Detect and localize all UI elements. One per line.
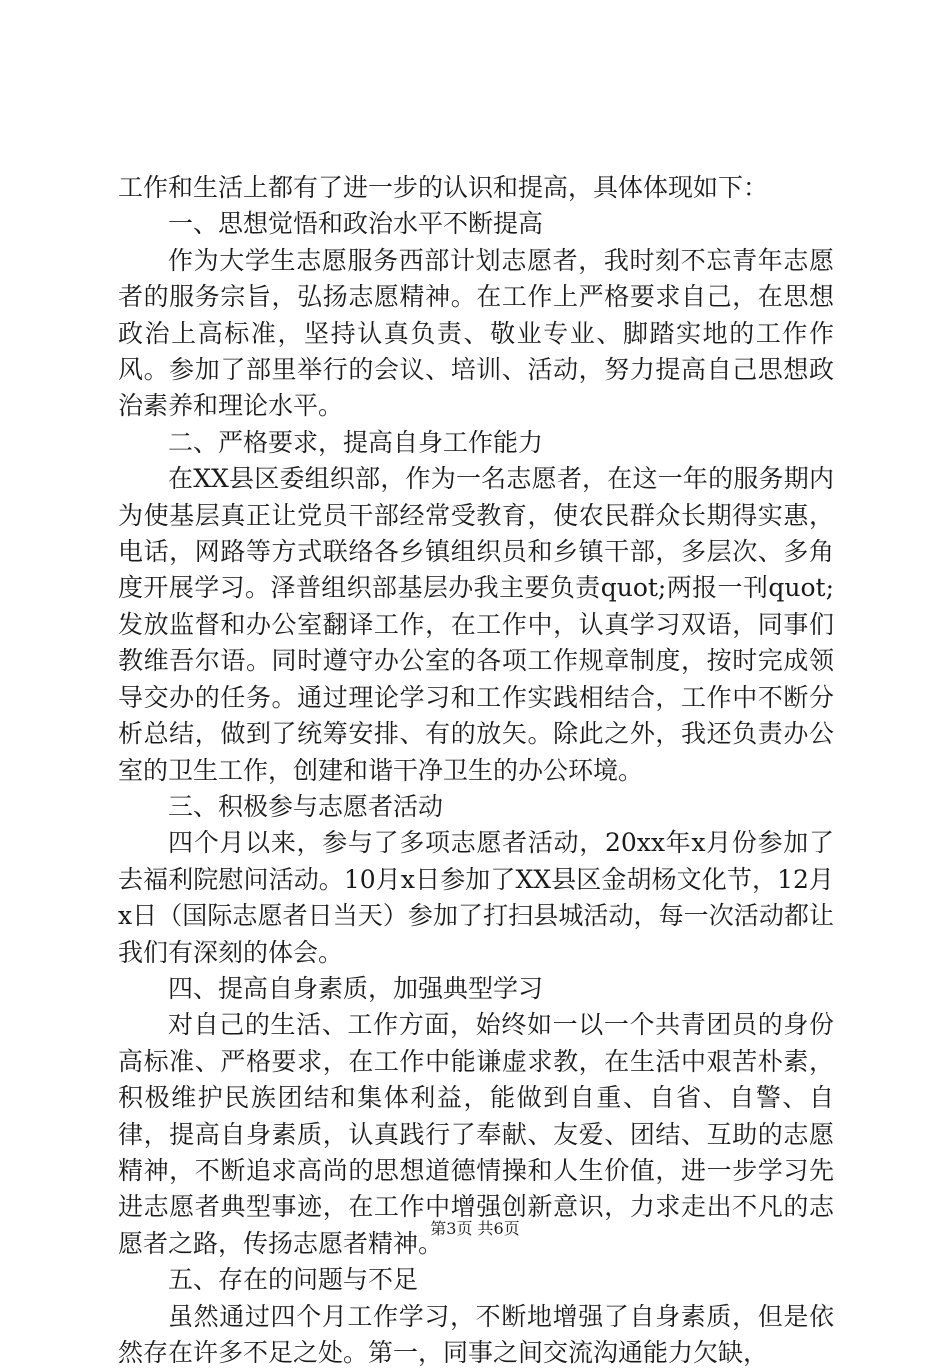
- page-number-footer: 第3页 共6页: [430, 1219, 520, 1238]
- section-heading-4: 四、提高自身素质，加强典型学习: [168, 973, 544, 1003]
- paragraph: 在XX县区委组织部，作为一名志愿者，在这一年的服务期内为使基层真正让党员干部经常受教育，使农民群众长期得实惠，电话，网路等方式联络各乡镇组织员和乡镇干部，多层次、多角度开展学习。泽普组织部基层办我主要负责quot;两报一刊quot;发放监督和办公室翻译工作，在工作中，认真学习双语，同事们教维吾尔语。同时遵守办公室的各项工作规章制度，按时完成领导交办的任务。通过理论学习和工作实践相结合，工作中不断分析总结，做到了统筹安排、有的放矢。除此之外，我还负责办公室的卫生工作，创建和谐干净卫生的办公环境。: [118, 464, 834, 785]
- paragraph: 作为大学生志愿服务西部计划志愿者，我时刻不忘青年志愿者的服务宗旨，弘扬志愿精神。在工作上严格要求自己，在思想政治上高标准，坚持认真负责、敬业专业、脚踏实地的工作作风。参加了部里举行的会议、培训、活动，努力提高自己思想政治素养和理论水平。: [118, 245, 834, 421]
- document-body: [118, 170, 834, 1371]
- section-heading-2: 二、严格要求，提高自身工作能力: [168, 427, 544, 457]
- section-heading-3: 三、积极参与志愿者活动: [168, 791, 444, 821]
- paragraph: 对自己的生活、工作方面，始终如一以一个共青团员的身份高标准、严格要求，在工作中能谦虚求教，在生活中艰苦朴素，积极维护民族团结和集体利益，能做到自重、自省、自警、自律，提高自身素质，认真践行了奉献、友爱、团结、互助的志愿精神，不断追求高尚的思想道德情操和人生价值，进一步学习先进志愿者典型事迹，在工作中增强创新意识，力求走出不凡的志愿者之路，传扬志愿者精神。: [118, 1010, 834, 1258]
- paragraph-continuation: 工作和生活上都有了进一步的认识和提高，具体体现如下：: [118, 173, 769, 202]
- paragraph: 虽然通过四个月工作学习，不断地增强了自身素质，但是依然存在许多不足之处。第一，同事之间交流沟通能力欠缺，: [118, 1301, 834, 1367]
- section-heading-1: 一、思想觉悟和政治水平不断提高: [168, 209, 544, 239]
- paragraph: 四个月以来，参与了多项志愿者活动，20xx年x月份参加了去福利院慰问活动。10月x日参加了XX县区金胡杨文化节，12月x日（国际志愿者日当天）参加了打扫县城活动，每一次活动都让我们有深刻的体会。: [118, 828, 834, 967]
- section-heading-5: 五、存在的问题与不足: [168, 1265, 419, 1295]
